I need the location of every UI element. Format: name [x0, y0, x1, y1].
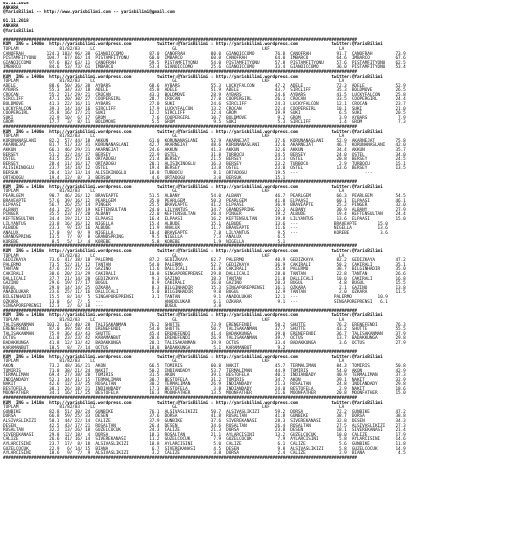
table-row: INDIANDADY 52.1 34/ 31/ 15 TERMALIMAN 30.7 BESTOFELA 31.2 TOMIRIS 34.7 AKON 39.1 NAKIT 32.9	[3, 377, 406, 383]
table-row: SINGAPOREPRENSI 12.3 2/ 6/ 18 --- BUGUL 3.8	[3, 304, 222, 310]
section-title: KUM ING = 1400m http://yarisbilimi.wordpress.com twitter:@YarisBilimi : http://yarisbilimi.wordpress.com twitter:@YarisBilimi	[3, 74, 383, 80]
table-row: AYBARS 55.3 34/ 33/ 18 ADELE 45.8 ADELE 51.9 ADELE 43.7 SIRCLIFF 35.3 BOLDMOVE 26.5	[3, 88, 406, 94]
table-row: ALBANY 44.1 25/ 19/ 19 KEFTENSULTAN 24.0 LILYANTUS 34.7 GRANDSPRING 22.3 ALBANY 30.9 ALBANY 27.9	[3, 207, 406, 213]
table-row: CAKIRALI 38.6 20/ 23/ 29 CAKIRALI 10.8 SINGAPOREPRENSI 29.8 DALLICALI 28.0 TANTAN 22.8 TANTAN 26.6	[3, 272, 406, 278]
separator-line: ##########################################################################################################################################	[3, 69, 357, 75]
table-row: BRAVEAPTE 57.6 39/ 16/ 12 PEARLGEM 35.0 PEARLGEM 50.3 PEARLGEM 41.0 ELPAASI 60.1 ELPAASI 46.1	[3, 198, 406, 204]
section-title: KUM ING = 1410m http://yarisbilimi.wordpress.com twitter:@YarisBilimi : http://yarisbilimi.wordpress.com twitter:@YarisBilimi	[3, 354, 383, 360]
table-row: BILGINHADIR 15.5 8/ 14/ 5 SINGAPOREPRENSI 3.1 TANTAN 9.1 ANADOLUKAR 12.1 --- PALERMO 10.9	[3, 295, 388, 300]
table-row: ANALUX 17.0 9/ 9/ 9 NIGELLA 10.4 BRAVEAPTE 7.8 LILYANTUS 9.5 --- KOREBE 3.6	[3, 230, 388, 236]
table-row: PALERMO 73.5 52/ 31/ 12 TANTAN 54.0 PALERMO 52.7 GEDIZKAYA 36.9 CAKIRALI 50.2 CAKIRALI 35.1	[3, 262, 406, 268]
table-row: SIRCLIFF 47.1 20/ 30/ 27 COOPERGIRL 28.7 CROCAN 27.0 COOPERGIRL 26.1 CROCAN 33.5 COOPERGIRL 24.4	[3, 97, 406, 103]
section-title: KUM ING = 1410m http://yarisbilimi.wordpress.com twitter:@YarisBilimi : http://yarisbilimi.wordpress.com twitter:@YarisBilimi	[3, 249, 383, 255]
header-place: ANKARA	[3, 23, 19, 29]
table-row: GRANDSPRING 13.5 7/ 9/ 8 GRANDSPRING 9.5 NIGELLA 7.3 ANALUX 6.5	[3, 235, 286, 241]
separator-line: ##########################################################################################################################################	[3, 455, 357, 461]
table-row: LUCKYFALCON 39.3 14/ 14/ 16 SIRCLIFF 17.9 LUCKYFALCON 13.2 CROCAN 22.4 COOPERGIRL 10.1 SUKI 21.0	[3, 106, 406, 112]
table-row: AYLARCISINI 23.7 17/ 8/ 18 ALSIVASLIKIZI 10.8 AYLARCISINI 5.0 CALIZE 6.1 CALIZE 5.6 GUNBIKE 11.8	[3, 442, 406, 447]
table-row: TOMIRIS 71.8 38/ 21/ 24 NAKIT 50.2 INDIANDADY 53.7 TERMALIMAN 44.9 TOMIRIS 54.0 AKON 42.9	[3, 368, 406, 374]
section-columns: TOPLAM 81/82/83 LC GL LKF LA	[3, 189, 345, 195]
section-title: KUM ING = 1410m http://yarisbilimi.wordpress.com twitter:@YarisBilimi : http://yarisbilimi.wordpress.com twitter:@YarisBilimi	[3, 400, 383, 406]
table-row: GUZELCOCUK 22.9 6/ 14/ 15 BIANA 6.7 SIVEREKANASI 4.5 DESEN 9.8 ALSIVASLIKIZI 5.8 GUZELCOCUK 14.9	[3, 446, 406, 452]
table-row: ELPAASI 56.7 26/ 25/ 14 PINGER 25.5 BRAVEAPTE 41.2 ELPAASI 36.9 BRAVEAPTE 25.2 PINGER 32.0	[3, 203, 406, 209]
separator-line: ##########################################################################################################################################	[3, 396, 357, 402]
section-title: KUM ING = 1400m http://yarisbilimi.wordpress.com twitter:@YarisBilimi : http://yarisbilimi.wordpress.com twitter:@YarisBilimi	[3, 42, 383, 48]
table-row: KOREBE 8.5 5/ 1/ 4 KOREBE 5.8 KOREBE 1.9 NIGELLA 5.1	[3, 239, 286, 245]
table-row: ERENEFENDI 87.0 39/ 58/ 44 ERENEFENDI 54.0 SHUTTE 50.7 TALISAKANMAN 37.7 SHUTTE 43.2 SHUTTE 55.5	[3, 327, 406, 333]
table-row: OSTEL 43.5 35/ 17/ 16 ORTADOGU 21.4 BERSEY 21.5 BERSEY 23.3 OSTEL 20.8 BERSEY 24.5	[3, 157, 406, 163]
section-columns: TOPLAM 81/82/83 LC GL LKF LA	[3, 79, 345, 85]
table-row: OZKARA 13.0 6/ 7/ 5 --- ANADOLUKAR 6.1 OZKARA 9.1 --- SINGAPOREPRENSI 6.1	[3, 299, 388, 305]
table-row: IMBARCO 84.6 53/ 73/ 61 IMBARCO 53.4 GIANOICCOMO 25.6 GIANOICCOMO 33.4 GIANOICCOMO 36.0 PISTAMFITYONU 53.4	[3, 65, 406, 71]
table-row: AKARNEJAT 81.7 51/ 33/ 31 KORUNANASLANI 42.7 AKARNEJAT 48.6 KORUNANASLANI 32.6 AKARNEJAT 46.7 KORUNANASLANI 42.0	[3, 143, 406, 149]
table-row: DALLICALI 37.7 21/ 14/ 28 GEDIZKAYA 9.3 GAZINO 18.3 TANTAN 21.8 DALLICALI 10.0 CAKIRALI 16.8	[3, 276, 406, 282]
table-row: CROCAN 55.2 21/ 29/ 21 CROCAN 43.3 BOLDMOVE 28.9 AYBARS 24.6 AYBARS 41.5 LUCKYFALCON 25.8	[3, 92, 406, 98]
separator-line: ##########################################################################################################################################	[3, 125, 357, 131]
separator-line: ##########################################################################################################################################	[3, 180, 357, 186]
table-row: AYLARCISINI 18.6 9/ 7/ 9 ALSIVASLIKIZI 3.2 CALIZE 3.8 DORSA 2.4 CALIZE 2.9 BIANA 4.5	[3, 451, 406, 457]
table-row: OCTUS 61.8 23/ 23/ 42 KARAMANBUT 28.6 ERENEFENDI 26.9 TALISAKANMAN 39.7 OCTUS 13.7 BADAKKUNGA 29.8	[3, 336, 406, 342]
table-row: AKON 73.2 48/ 36/ 21 AKON 66.5 TOMIRIS 60.8 NAKIT 45.7 TERMALIMAN 84.3 TOMIRIS 50.8	[3, 363, 406, 369]
table-row: ALSIVASLIKIZI 50.1 44/ 22/ 14 CALIZE 37.9 GUNBIKE 37.6 SIVEREKANASI 28.3 SIVEREKANASI 32.8 DESEN 34.3	[3, 419, 406, 425]
table-row: PEARLGEM 90.7 46/ 26/ 12 BRAVEAPTE 51.5 ALBANY 54.0 ALBANY 46.7 PEARLGEM 66.3 PEARLGEM 54.5	[3, 193, 406, 199]
table-row: NAKIT 42.6 12/ 23/ 25 ROSALTAN 30.2 TERMALIMAN 26.9 INDIANDADY 21.3 ROSALTAN 24.8 INDIANDADY 29.8	[3, 382, 406, 388]
table-row: PINGER 35.5 23/ 17/ 20 ALBANY 22.0 KEFTENSULTAN 20.4 PINGER 19.2 ALBUDE 19.4 KEFTENSULTAN 24.4	[3, 212, 406, 218]
section-columns: TOPLAM 81/82/83 LC GL LKF LA	[3, 46, 345, 52]
table-row: GUNBIKE 82.8 51/ 30/ 24 GUNBIKE 76.1 ALSIVASLIKIZI 50.7 ALSIVASLIKIZI 59.2 DORSA 72.2 GUNBIKE 47.2	[3, 409, 406, 415]
section-columns: TOPLAM 81/82/83 LC GL LKF LA	[3, 405, 345, 411]
table-row: ALISIKINOGLU 23.7 14/ 14/ 12 OSTEL 19.4 BERSEY 13.8 OSTEL 23.0 OSTEL 13.6 BERSEY 13.5	[3, 166, 406, 172]
table-row: ALBUDE 23.3 9/ 13/ 16 ALBUDE 11.9 ANALUX 11.7 BRAVEAPTE 11.6 --- NIGELLA 13.6	[3, 226, 388, 232]
table-row: DORSA 66.8 59/ 25/ 33 DESEN 37.6 DORSA 41.8 ROSALTAN 41.8 GUNBIKE 38.7 DORSA 38.8	[3, 414, 406, 420]
table-row: BERSEY 28.4 11/ 16/ 17 ORTADOGU 20.1 ALISIKINOGLU 16.3 BERSEY 23.2 TURBOCU 2.9 TURBOCU 15.1	[3, 161, 406, 167]
table-row: BESTOFELA 38.1 26/ 18/ 21 INDIANDADY 17.3 BESTOFELA 3.8 INDIANDADY 24.0 BESTOFELA 2.9 NAKIT 18.6	[3, 386, 406, 392]
table-row: TALISAKANMAN 103.2 62/ 40/ 28 TALISAKANMAN 76.2 SHUTTE 73.9 ERENEFENDI 50.2 SHUTTE 76.2 ERENEFENDI 76.3	[3, 322, 406, 328]
table-row: KORUNANASLANI 82.2 57/ 44/ 18 AKKUN 61.0 KORUNANASLANI 52.9 AKARNEJAT 37.6 KORUNANASLANI 52.9 AKARNEJAT 75.8	[3, 138, 406, 144]
separator-line: ##########################################################################################################################################	[3, 37, 357, 43]
table-row: LILYANTUS 23.8 16/ 16/ 12 NIGELLA 15.4 ALBUDE 15.1 ALBUDE 13.6 --- BRAVEAPTE 15.0	[3, 221, 388, 227]
section-columns: TOPLAM 81/82/83 LC GL LKF LA	[3, 359, 345, 365]
table-row: PISTAMFITYONU 104.7 67/ 66/ 14 PISTAMFITYONU 60.0 IMBARCO 60.0 CANOFRAH 64.0 IMBARCO 64.6 IMBARCO 67.6	[3, 56, 406, 62]
table-row: ADELE 88.6 50/ 36/ 38 AYBARS 68.6 AYBARS 55.3 LUCKYFALCON 47.2 ADELE 72.3 ADELE 52.9	[3, 83, 406, 89]
table-row: AKKUN 66.1 46/ 29/ 21 AKARNEJAT 24.6 AKKUN 41.3 AKKUN 32.6 AKKUN 34.4 AKKUN 35.7	[3, 148, 406, 153]
table-row: MOONFATHER 34.1 16/ 11/ 25 BESTOFELA 16.3 MOONFATHER 13.5 MOONFATHER 21.6 MOONFATHER 20.8 MOONFATHER 15.0	[3, 391, 406, 397]
table-row: SUKI 32.9 10/ 6/ 17 GROM 7.6 COOPERGIRL 10.7 BOLDMOVE 9.2 GROM 3.9 AYBARS 7.9	[3, 115, 406, 121]
table-row: ANADOLUKAR 23.6 25/ 11/ 16 DALLICALI 5.0 BILGINHADIR 9.8 BUGUL 12.9 TANTAN 2.0 OZKARA 11.5	[3, 290, 406, 296]
table-row: TANTAN 47.6 37/ 37/ 23 GAZINO 11.6 DALLICALI 31.8 CAKIRALI 35.8 PALERMO 38.7 BILGINHADIR 35.0	[3, 267, 406, 273]
table-row: DESEN 42.5 43/ 17/ 21 ROSALTAN 26.4 DESEN 34.6 ROSALTAN 26.4 ROSALTAN 27.5 ALSIVASLIKIZI 27.3	[3, 423, 406, 429]
document-body	[3, 2, 527, 461]
table-row: ROSALTAN 32.2 13/ 26/ 18 GUZELCOCUK 24.3 CALIZE 21.3 DORSA 23.8 DESEN 18.1 SIVEREKANASI 21.4	[3, 428, 406, 434]
section-title: KUM ING = 1410m http://yarisbilimi.wordpress.com twitter:@YarisBilimi : http://yarisbilimi.wordpress.com twitter:@YarisBilimi	[3, 313, 383, 319]
table-row: KEFTENSULTAN 34.4 19/ 21/ 12 ELPAASI 16.4 ELPAASI 16.2 KEFTENSULTAN 19.8 LILYANTUS 13.6 ELPAASI 15.0	[3, 216, 406, 222]
header-date: 01.11.2018	[3, 2, 29, 6]
section-title: KUM ING = 1400m http://yarisbilimi.wordpress.com twitter:@YarisBilimi : http://yarisbilimi.wordpress.com twitter:@YarisBilimi	[3, 129, 383, 135]
header-place: ANKARA	[3, 5, 19, 11]
table-row: CANOFRAH 124.3 103/ 96/ 38 GIANOICCOMO 87.0 CANOFRAH 80.0 GIANOICCOMO 76.8 CANOFRAH 91.7 CANOFRAH 73.9	[3, 51, 406, 57]
table-row: GROM 17.7 3/ 8/ 11 BOLDMOVE 5.5 GROM 9.5 SUKI 5.3 SIRCLIFF 1.4 GROM 7.3	[3, 120, 406, 126]
section-title: KUM ING = 1410m http://yarisbilimi.wordpress.com twitter:@YarisBilimi : http://yarisbilimi.wordpress.com twitter:@YarisBilimi	[3, 184, 383, 190]
header-line: @YarisBilimi -- http://www.yarisbilimi.com -- yarisbilimi@gmail.com	[3, 10, 175, 16]
table-row: SIVEREKANASI 29.8 12/ 18/ 4 DORSA 18.3 ROSALTAN 21.1 AYLARCISINI 13.2 GUZELCOCUK 10.0 CALIZE 17.9	[3, 432, 406, 438]
table-row: BUGUL 29.0 14/ 14/ 25 OZKARA 8.3 BILGINHADIR 15.3 SINGAPOREPRENSI 16.1 OZKARA 2.1 GAZINO 13.8	[3, 285, 406, 291]
section-columns: TOPLAM 81/82/83 LC GL LKF LA	[3, 134, 345, 140]
section-columns: TOPLAM 81/82/83 LC GL LKF LA	[3, 317, 345, 323]
table-row: TERMALIMAN 69.4 27/ 38/ 20 TOMIRIS 31.5 AKON 39.1 BESTOFELA 40.1 INDIANDADY 40.9 TERMALIMAN 37.3	[3, 373, 406, 379]
section-columns: TOPLAM 81/82/83 LC GL LKF LA	[3, 253, 345, 259]
table-row: CALIZE 26.6 41/ 16/ 14 SIVEREKANASI 11.2 GUZELCOCUK 7.9 GUZELCOCUK 7.9 AYLARCISINI 5.8 AYLARCISINI 14.6	[3, 437, 406, 443]
table-row: KARAMANBUT 18.5 8/ 7/ 14 OCTUS 18.8 BADAKKUNGA 5.1 KARAMANBUT 9.2	[3, 345, 286, 351]
table-row: TALISAKANMAN 75.9 36/ 43/ 43 SHUTTE 45.4 ERENEFENDI 41.4 BADAKKUNGA 39.0 ERENEFENDI 36.7 TALISAKANMAN 37.9	[3, 331, 406, 337]
table-row: COOPERGIRL 35.8 16/ 17/ 21 SUKI 12.2 SIRCLIFF 12.4 GROM 19.9 SUKI 6.5 SUKI 20.5	[3, 111, 406, 117]
separator-line: ##########################################################################################################################################	[3, 350, 357, 356]
separator-line: ##########################################################################################################################################	[3, 244, 357, 250]
header-line: @YarisBilimi	[3, 28, 34, 34]
table-row: GIANOICCOMO 97.6 82/ 63/ 11 CANOFRAH 59.5 PISTAMFITYONU 54.0 PISTAMFITYONU 57.8 PISTAMFITYONU 57.6 PISTAMFITYONU 62.5	[3, 60, 406, 66]
table-row: BOLDMOVE 41.3 22/ 16/ 11 AYBARS 27.0 SUKI 24.6 SIRCLIFF 24.3 LUCKYFALCON 12.1 CROCAN 23.7	[3, 102, 406, 108]
separator-line: ##########################################################################################################################################	[3, 308, 357, 314]
table-row: BERSUK 20.4 13/ 13/ 14 ALISIKINOGLU 18.8 TURBOCU 8.1 ORTADOGU 19.5 --- ---	[3, 170, 373, 176]
table-row: BADAKKUNGA 41.8 12/ 33/ 42 BADAKKUNGA 20.1 TALISAKANMAN 19.9 OCTUS 33.4 BADAKKUNGA 3.6 OCTUS 27.9	[3, 340, 406, 346]
table-row: ORTADOGU 19.4 12/ 8/ 3 BERSUK 4.6 ORTADOGU 3.0 BERSUK 15.1	[3, 175, 286, 181]
table-row: GEDIZKAYA 73.6 41/ 38/ 18 PALERMO 87.2 GEDIZKAYA 62.7 PALERMO 40.9 GEDIZKAYA 82.2 GEDIZKAYA 47.2	[3, 258, 406, 264]
table-row: BERSEY 51.2 32/ 24/ 37 BERSEY 22.9 OSTEL 31.8 TURBOCU 24.5 BERSEY 24.0 OSTEL 34.0	[3, 152, 406, 158]
header-date: 01.11.2018	[3, 19, 29, 25]
table-row: GAZINO 29.6 19/ 17/ 17 BUGUL 8.9 CAKIRALI 16.0 GAZINO 20.3 BUGUL 4.8 BUGUL 15.5	[3, 281, 406, 287]
